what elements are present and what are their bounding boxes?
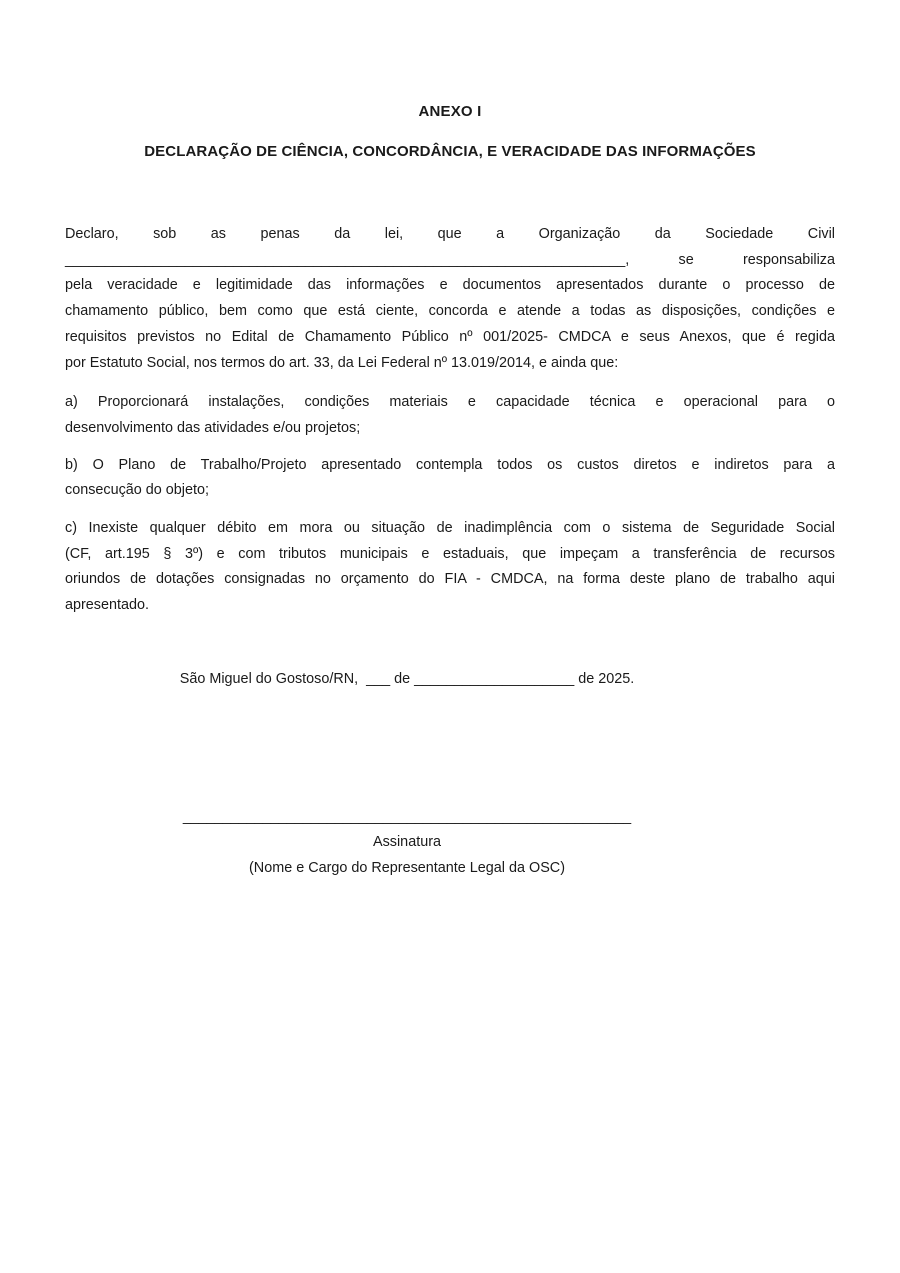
text-line: por Estatuto Social, nos termos do art. 33, da Lei Federal nº 13.019/2014, e ainda que: [65,354,619,371]
signature-label: Assinatura [373,834,441,851]
text-line: oriundos de dotações consignadas no orçamento do FIA - CMDCA, na forma deste plano de trabalho aqui [65,571,835,588]
declaration-paragraph [65,222,835,376]
text-line: b) O Plano de Trabalho/Projeto apresentado contempla todos os custos diretos e indiretos para a [65,456,835,473]
text-line: requisitos previstos no Edital de Chamamento Público nº 001/2025- CMDCA e seus Anexos, que é regida [65,328,835,345]
document-title: ANEXO I [418,103,482,120]
text-line: Declaro, sob as penas da lei, que a Organização da Sociedade Civil [65,226,835,242]
text-line: pela veracidade e legitimidade das informações e documentos apresentados durante o processo de [65,277,835,294]
date-place-line: São Miguel do Gostoso/RN, ___ de ____________________ de 2025. [179,670,635,687]
signature-line: ________________________________________________________ [182,808,632,825]
signature-sublabel: (Nome e Cargo do Representante Legal da OSC) [249,859,565,876]
text-line: apresentado. [65,597,150,614]
clause-c-paragraph [65,516,835,619]
text-line: chamamento público, bem como que está ciente, concorda e atende a todas as disposições, condições e [65,303,835,320]
text-line-blank-field: ______________________________________________________________________, se responsabiliza [65,251,835,268]
text-line: a) Proporcionará instalações, condições materiais e capacidade técnica e operacional para o [65,394,835,411]
clause-a-paragraph [65,390,835,441]
text-line: (CF, art.195 § 3º) e com tributos municipais e estaduais, que impeçam a transferência de recursos [65,545,835,562]
document-subtitle: DECLARAÇÃO DE CIÊNCIA, CONCORDÂNCIA, E VERACIDADE DAS INFORMAÇÕES [144,143,756,160]
text-line: c) Inexiste qualquer débito em mora ou situação de inadimplência com o sistema de Seguridade Social [65,520,835,537]
clause-b-paragraph [65,453,835,504]
text-line: desenvolvimento das atividades e/ou projetos; [65,419,361,436]
signature-block [65,805,749,882]
text-line: consecução do objeto; [65,482,210,499]
